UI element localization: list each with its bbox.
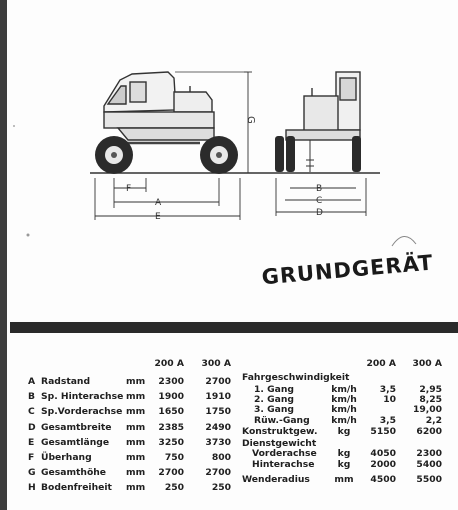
spec-unit: km/h [331,403,357,415]
scan-mark [392,236,416,246]
spec-letter: B [28,391,36,403]
spec-row [242,426,450,438]
spec-label: Radstand [41,376,91,387]
spec-label: Bodenfreiheit [41,482,112,494]
spec-label: Überhang [41,452,92,463]
spec-unit: km/h [331,414,357,426]
spec-label: Konstruktgew. [242,426,318,437]
spec-row [242,474,450,486]
spec-unit: mm [126,436,146,448]
spec-row [242,372,450,384]
spec-value-300a: 2700 [205,376,231,387]
spec-unit: km/h [331,393,357,405]
dim-label-e: E [155,212,161,222]
spec-value-300a: 250 [211,482,231,494]
spec-value-300a: 800 [211,452,231,463]
spec-value-200a: 3,5 [379,383,396,395]
spec-value-200a: 3250 [158,436,184,448]
spec-label: Hinterachse [252,458,315,470]
front-view [286,72,360,172]
spec-row [28,422,238,434]
side-wheels [95,136,238,174]
spec-unit: km/h [331,383,357,395]
spec-row [28,467,238,479]
spec-label: Fahrgeschwindigkeit [242,372,350,383]
spec-label: Sp.Vorderachse [41,406,123,418]
spec-unit: mm [334,474,354,485]
spec-value-200a: 1900 [158,391,184,403]
spec-value-300a: 8,25 [419,393,442,405]
dim-label-b: B [316,184,323,194]
spec-row [28,452,238,464]
side-dimensions [95,178,240,220]
spec-unit: kg [337,458,351,470]
spec-label: Dienstgewicht [242,438,317,449]
spec-letter: F [28,452,35,463]
spec-letter: A [28,376,36,387]
spec-value-200a: 10 [383,393,396,405]
spec-header-row [28,358,450,370]
dim-label-a: A [155,198,162,208]
spec-unit: mm [126,391,146,403]
spec-value-200a: 250 [164,482,184,494]
spec-label: 1. Gang [254,383,294,395]
spec-value-200a: 4050 [370,448,396,459]
side-view [104,72,248,143]
spec-value-200a: 2700 [158,467,184,479]
spec-value-300a: 5400 [416,458,442,470]
spec-unit: mm [126,452,146,463]
spec-value-300a: 3730 [205,436,231,448]
spec-row [28,482,238,494]
front-wheels [275,136,361,172]
spec-value-300a: 1910 [205,391,231,403]
spec-value-200a: 2000 [370,458,396,470]
right-col-200a: 200 A [366,358,396,369]
spec-value-300a: 1750 [205,406,231,418]
spec-row [28,391,238,403]
spec-letter: D [28,421,36,433]
spec-label: Sp. Hinterachse [41,391,124,403]
spec-value-200a: 750 [164,452,184,463]
spec-unit: mm [126,406,146,418]
spec-value-300a: 5500 [416,474,442,485]
spec-label: Vorderachse [252,448,317,459]
spec-value-300a: 2,2 [425,414,442,426]
spec-row [28,437,238,449]
spec-label: Rüw.-Gang [254,414,310,426]
spec-unit: mm [126,482,146,494]
spec-label: Gesamtbreite [41,421,112,433]
spec-unit: mm [126,376,146,387]
dim-label-f: F [126,184,132,194]
spec-label: 2. Gang [254,393,294,405]
spec-row [242,415,450,427]
page-title-text: GRUNDGERÄT [260,250,435,290]
spec-unit: kg [337,448,351,459]
spec-value-200a: 3,5 [379,414,396,426]
spec-value-300a: 2300 [416,448,442,459]
spec-row [28,376,238,388]
spec-unit: mm [126,467,146,479]
spec-value-200a: 2385 [158,421,184,433]
spec-label: Gesamthöhe [41,467,107,479]
spec-value-300a: 19,00 [412,403,442,415]
spec-letter: E [28,436,35,448]
spec-label: 3. Gang [254,403,294,415]
spec-row [242,459,450,471]
left-col-300a: 300 A [201,358,231,369]
spec-value-300a: 2490 [205,421,231,433]
spec-value-300a: 2700 [205,467,231,479]
spec-letter: H [28,482,36,494]
spec-letter: G [28,467,36,479]
spec-label: Wenderadius [242,474,310,485]
height-label: G [245,116,256,124]
spec-letter: C [28,406,35,418]
spec-value-200a: 2300 [158,376,184,387]
spec-value-200a: 1650 [158,406,184,418]
black-divider-band [10,322,458,333]
spec-unit: kg [337,426,351,437]
spec-label: Gesamtlänge [41,436,110,448]
spec-value-200a: 4500 [370,474,396,485]
spec-unit: mm [126,421,146,433]
dim-label-c: C [316,196,323,206]
spec-row [28,406,238,418]
spec-value-200a: 5150 [370,426,396,437]
spec-value-300a: 2,95 [419,383,442,395]
dim-label-d: D [316,208,323,218]
left-col-200a: 200 A [154,358,184,369]
right-col-300a: 300 A [412,358,442,369]
spec-value-300a: 6200 [416,426,442,437]
